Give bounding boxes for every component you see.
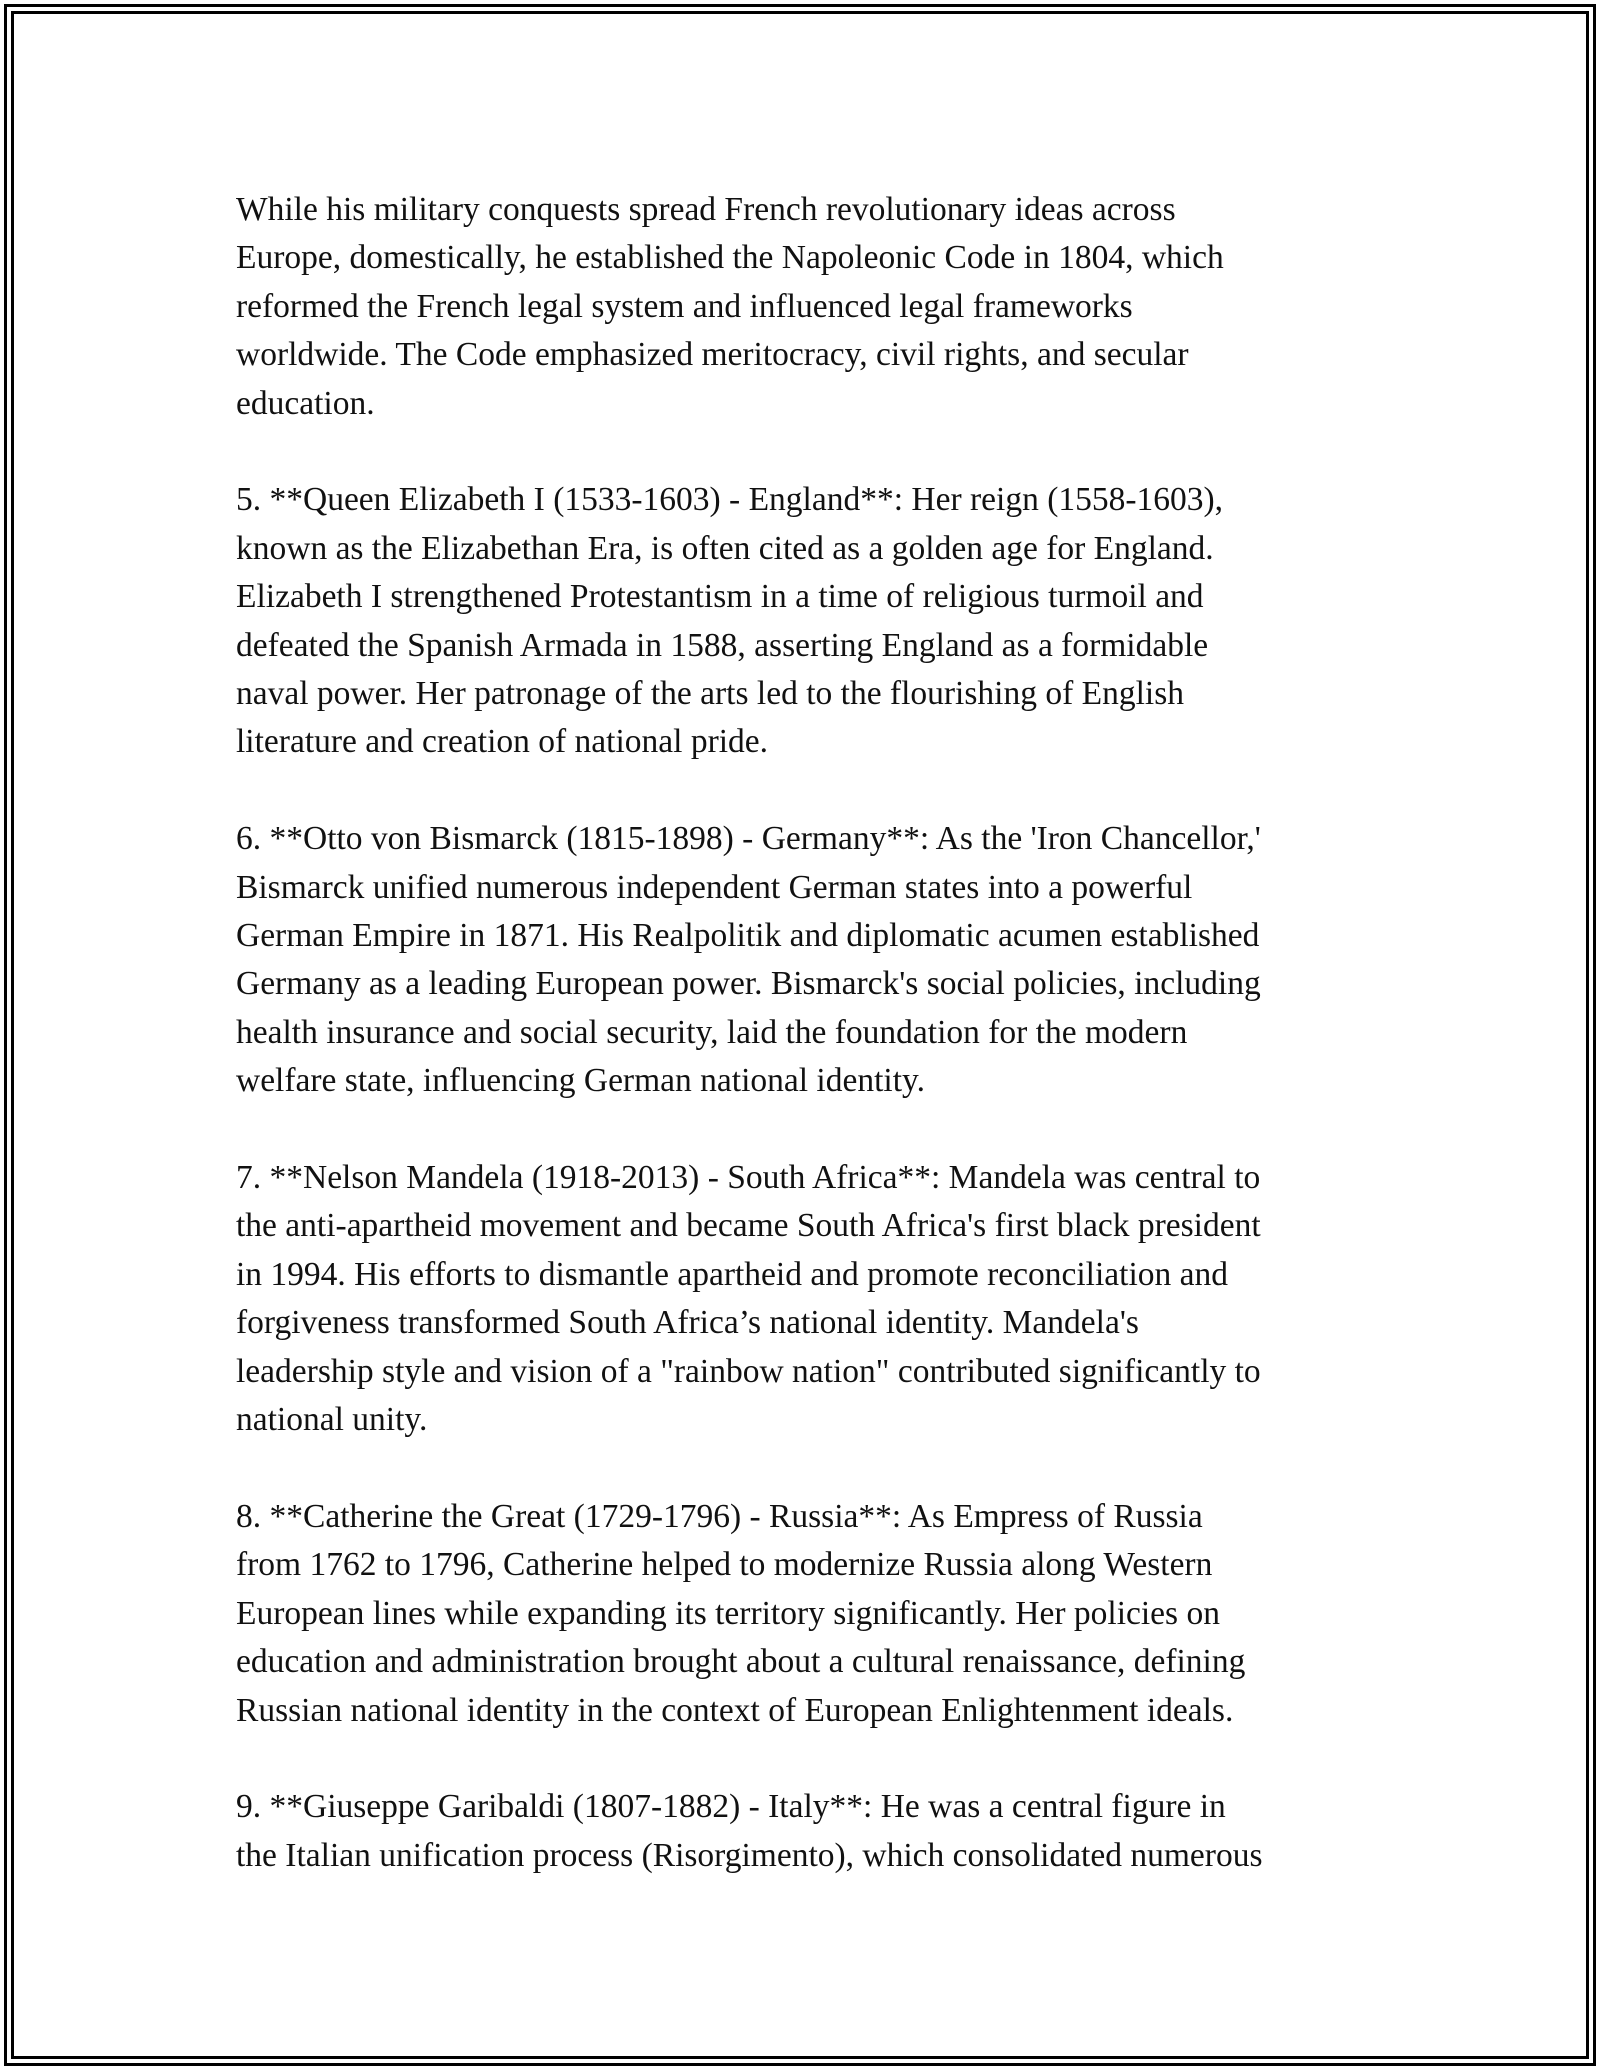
- text-line: national unity.: [236, 1401, 428, 1439]
- text-line: 8. **Catherine the Great (1729-1796) - Russia**: As Empress of Russia: [236, 1497, 1203, 1535]
- text-line: literature and creation of national pride.: [236, 723, 769, 761]
- paragraph-mandela: [236, 1154, 1386, 1444]
- text-line: the anti-apartheid movement and became South Africa's first black president: [236, 1207, 1261, 1245]
- document-body: [236, 186, 1386, 1880]
- text-line: Europe, domestically, he established the Napoleonic Code in 1804, which: [236, 239, 1224, 277]
- paragraph-catherine: [236, 1493, 1386, 1735]
- text-line: Bismarck unified numerous independent German states into a powerful: [236, 868, 1193, 906]
- text-line: in 1994. His efforts to dismantle apartheid and promote reconciliation and: [236, 1255, 1229, 1293]
- text-line: European lines while expanding its territory significantly. Her policies on: [236, 1594, 1220, 1632]
- text-line: reformed the French legal system and influenced legal frameworks: [236, 287, 1133, 325]
- text-line: naval power. Her patronage of the arts led to the flourishing of English: [236, 675, 1184, 713]
- text-line: German Empire in 1871. His Realpolitik and diplomatic acumen established: [236, 917, 1260, 955]
- paragraph-bismarck: [236, 815, 1386, 1105]
- text-line: 5. **Queen Elizabeth I (1533-1603) - England**: Her reign (1558-1603),: [236, 481, 1224, 519]
- text-line: worldwide. The Code emphasized meritocracy, civil rights, and secular: [236, 336, 1189, 374]
- text-line: welfare state, influencing German national identity.: [236, 1062, 925, 1100]
- text-line: known as the Elizabethan Era, is often cited as a golden age for England.: [236, 529, 1214, 567]
- text-line: forgiveness transformed South Africa’s national identity. Mandela's: [236, 1304, 1139, 1342]
- text-line: 6. **Otto von Bismarck (1815-1898) - Germany**: As the 'Iron Chancellor,': [236, 820, 1261, 858]
- text-line: Germany as a leading European power. Bismarck's social policies, including: [236, 965, 1261, 1003]
- text-line: health insurance and social security, laid the foundation for the modern: [236, 1013, 1188, 1051]
- text-line: the Italian unification process (Risorgimento), which consolidated numerous: [236, 1836, 1263, 1874]
- paragraph-napoleon-continued: [236, 186, 1386, 428]
- paragraph-elizabeth: [236, 476, 1386, 766]
- text-line: leadership style and vision of a "rainbow nation" contributed significantly to: [236, 1352, 1261, 1390]
- text-line: education.: [236, 384, 375, 422]
- text-line: 9. **Giuseppe Garibaldi (1807-1882) - Italy**: He was a central figure in: [236, 1788, 1226, 1826]
- text-line: education and administration brought about a cultural renaissance, defining: [236, 1643, 1246, 1681]
- text-line: Elizabeth I strengthened Protestantism in a time of religious turmoil and: [236, 578, 1204, 616]
- text-line: defeated the Spanish Armada in 1588, asserting England as a formidable: [236, 626, 1209, 664]
- text-line: from 1762 to 1796, Catherine helped to modernize Russia along Western: [236, 1546, 1213, 1584]
- text-line: Russian national identity in the context of European Enlightenment ideals.: [236, 1691, 1234, 1729]
- text-line: 7. **Nelson Mandela (1918-2013) - South Africa**: Mandela was central to: [236, 1159, 1261, 1197]
- text-line: While his military conquests spread French revolutionary ideas across: [236, 191, 1176, 228]
- paragraph-garibaldi: [236, 1783, 1386, 1880]
